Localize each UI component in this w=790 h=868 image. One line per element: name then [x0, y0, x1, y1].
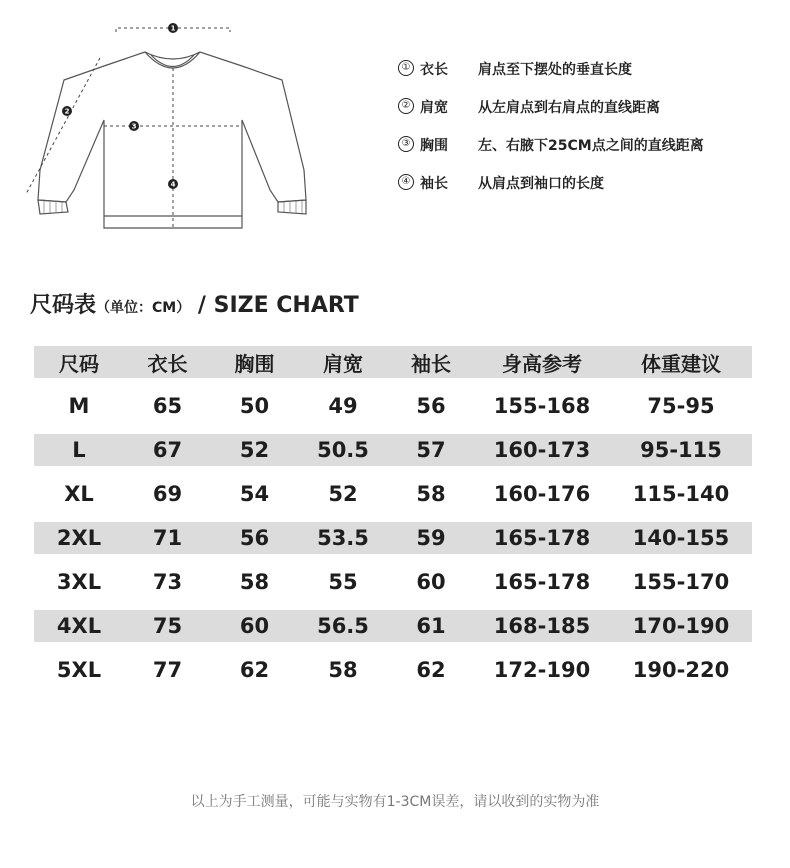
table-cell: 75: [152, 614, 183, 638]
table-cell: 170-190: [632, 614, 730, 638]
legend-number: ①: [398, 60, 414, 76]
table-row: [34, 554, 752, 610]
measurement-legend: [398, 56, 778, 208]
legend-description: 肩点至下摆处的垂直长度: [478, 62, 632, 78]
legend-term: 肩宽: [420, 100, 448, 116]
table-row: [34, 466, 752, 522]
header-shoulder: 肩宽: [323, 351, 363, 376]
table-cell: 52: [328, 482, 358, 506]
table-cell: 73: [152, 570, 183, 594]
table-cell: 95-115: [640, 438, 722, 462]
title-chinese: 尺码表: [30, 293, 97, 318]
table-cell: L: [72, 438, 86, 462]
legend-description: 从肩点到袖口的长度: [478, 176, 604, 192]
header-sleeve: 袖长: [411, 351, 451, 376]
table-cell: 60: [239, 614, 270, 638]
table-cell: 155-168: [493, 394, 591, 418]
table-cell: 62: [239, 658, 270, 682]
legend-item-shoulder: [398, 94, 778, 132]
legend-number: ②: [398, 98, 414, 114]
table-cell: 61: [416, 614, 446, 638]
legend-term: 胸围: [420, 138, 448, 154]
table-header-row: [34, 346, 752, 378]
table-cell: 56: [239, 526, 270, 550]
header-chest: 胸围: [234, 351, 275, 376]
table-cell: 75-95: [647, 394, 715, 418]
size-table: [34, 346, 752, 698]
header-weight: 体重建议: [641, 351, 721, 376]
legend-description: 左、右腋下25CM点之间的直线距离: [478, 138, 704, 154]
table-cell: 190-220: [632, 658, 730, 682]
table-cell: 67: [152, 438, 183, 462]
svg-text:1: 1: [170, 24, 176, 33]
table-cell: 58: [239, 570, 270, 594]
table-cell: 2XL: [56, 526, 102, 550]
table-cell: 56: [416, 394, 446, 418]
table-row: [34, 378, 752, 434]
title-unit: （单位：CM）: [96, 300, 191, 316]
legend-item-length: [398, 56, 778, 94]
table-cell: 54: [239, 482, 270, 506]
table-cell: 155-170: [632, 570, 730, 594]
table-cell: 71: [152, 526, 183, 550]
table-cell: 140-155: [632, 526, 730, 550]
table-cell: 172-190: [493, 658, 591, 682]
table-cell: 62: [416, 658, 446, 682]
table-cell: 165-178: [493, 526, 591, 550]
table-cell: 59: [416, 526, 446, 550]
svg-text:2: 2: [64, 107, 70, 116]
table-cell: 65: [152, 394, 183, 418]
table-cell: 115-140: [632, 482, 730, 506]
table-cell: 69: [152, 482, 183, 506]
table-row: [34, 434, 752, 466]
legend-number: ④: [398, 174, 414, 190]
table-cell: 57: [416, 438, 446, 462]
table-cell: XL: [64, 482, 94, 506]
table-cell: 50: [239, 394, 270, 418]
header-size: 尺码: [59, 351, 99, 376]
table-cell: 58: [328, 658, 358, 682]
garment-diagram: [0, 0, 330, 260]
table-cell: 165-178: [493, 570, 591, 594]
table-cell: 58: [416, 482, 446, 506]
table-cell: 60: [416, 570, 446, 594]
svg-text:4: 4: [170, 180, 176, 189]
table-cell: 160-173: [493, 438, 591, 462]
table-cell: 160-176: [493, 482, 591, 506]
measurement-disclaimer: 以上为手工测量，可能与实物有1-3CM误差，请以收到的实物为准: [190, 794, 600, 810]
header-length: 衣长: [147, 351, 188, 376]
table-row: [34, 642, 752, 698]
table-cell: 53.5: [317, 526, 369, 550]
table-cell: 5XL: [56, 658, 102, 682]
table-cell: 52: [239, 438, 270, 462]
table-cell: 56.5: [317, 614, 369, 638]
table-cell: M: [68, 394, 90, 418]
legend-number: ③: [398, 136, 414, 152]
title-english: / SIZE CHART: [197, 293, 359, 318]
svg-text:3: 3: [131, 122, 137, 131]
table-cell: 168-185: [493, 614, 591, 638]
table-cell: 77: [152, 658, 183, 682]
legend-description: 从左肩点到右肩点的直线距离: [478, 100, 660, 116]
table-cell: 55: [328, 570, 358, 594]
legend-term: 袖长: [420, 176, 448, 192]
table-cell: 50.5: [317, 438, 369, 462]
header-height: 身高参考: [502, 351, 582, 376]
table-cell: 49: [328, 394, 358, 418]
table-cell: 3XL: [56, 570, 102, 594]
legend-item-chest: [398, 132, 778, 170]
table-cell: 4XL: [56, 614, 102, 638]
legend-item-sleeve: [398, 170, 778, 208]
table-row: [34, 610, 752, 642]
table-row: [34, 522, 752, 554]
legend-term: 衣长: [420, 62, 448, 78]
size-chart-title: [30, 288, 359, 319]
sweatshirt-illustration: [0, 0, 330, 260]
